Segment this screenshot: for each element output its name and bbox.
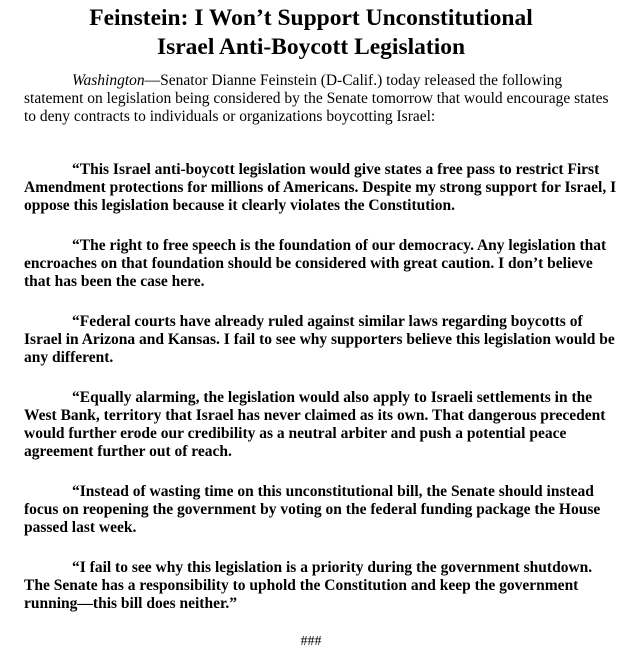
page-title xyxy=(0,4,622,62)
intro-text: —Senator Dianne Feinstein (D-Calif.) today released the following statement on legislation being considered by the Senate tomorrow that would encourage states to deny contracts to individuals or organizations boycotting Israel: xyxy=(24,72,609,125)
quote-paragraph-1: “This Israel anti-boycott legislation would give states a free pass to restrict First Amendment protections for millions of Americans. Despite my strong support for Israel, I oppose this legislation because it clearly violates the Constitution. xyxy=(24,161,617,214)
title-line-1: Feinstein: I Won’t Support Unconstitutional xyxy=(89,5,533,31)
dateline: Washington xyxy=(72,72,145,89)
quote-paragraph-5: “Instead of wasting time on this unconstitutional bill, the Senate should instead focus on reopening the government by voting on the federal funding package the House passed last week. xyxy=(24,483,601,536)
intro-paragraph xyxy=(24,72,620,126)
quote-paragraph-6: “I fail to see why this legislation is a priority during the government shutdown. The Senate has a responsibility to uphold the Constitution and keep the government running—this bill does neither.” xyxy=(24,559,593,612)
quote-paragraph-3: “Federal courts have already ruled against similar laws regarding boycotts of Israel in Arizona and Kansas. I fail to see why supporters believe this legislation would be any different. xyxy=(24,313,615,366)
quote-paragraph-4: “Equally alarming, the legislation would also apply to Israeli settlements in the West Bank, territory that Israel has never claimed as its own. That dangerous precedent would further erode our credibility as a neutral arbiter and push a potential peace agreement further out of reach. xyxy=(24,389,606,460)
end-mark: ### xyxy=(300,634,322,649)
quote-paragraph-2: “The right to free speech is the foundation of our democracy. Any legislation that encroaches on that foundation should be considered with great caution. I don’t believe that has been the case here. xyxy=(24,237,607,290)
title-line-2: Israel Anti-Boycott Legislation xyxy=(156,34,466,60)
